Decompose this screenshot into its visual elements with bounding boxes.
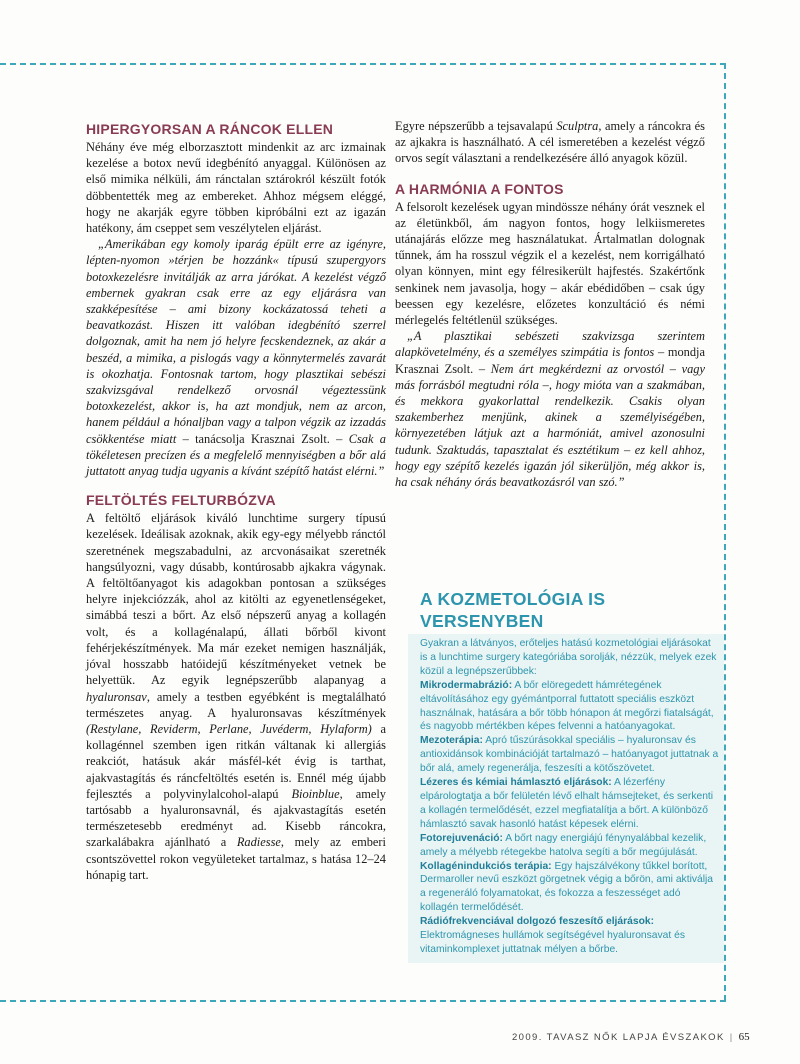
sidebar-body	[408, 634, 724, 963]
sidebar-item	[420, 776, 720, 832]
sidebar-item	[420, 734, 720, 776]
section-heading-1: HIPERGYORSAN A RÁNCOK ELLEN	[86, 121, 334, 137]
text-run: Egyre népszerűbb a tejsavalapú	[395, 119, 557, 133]
quote-attribution: – mondja Krasznai Zsolt. –	[395, 345, 705, 376]
frame-bottom-dashes	[0, 1000, 726, 1002]
footer-separator: |	[729, 1032, 734, 1043]
sidebar-item-text: Elektromágneses hullámok segítségével hyaluronsavat és vitaminkomplexet juttatnak mélyen a bőrbe.	[420, 930, 686, 955]
sidebar-item-text: Egy hajszálvékony tűkkel borított, Dermaroller nevű eszközt görgetnek végig a bőrön, ami aktiválja a regeneráló folyamatokat, és fokozza a feszességet adó kollagén termelődését.	[420, 860, 714, 914]
right-column	[395, 118, 705, 490]
cosmetology-sidebar	[408, 588, 724, 963]
paragraph-sculptra	[395, 118, 705, 167]
text-run-italic: Bioinblue	[291, 786, 340, 801]
sidebar-item-term: Mezoterápia:	[420, 735, 483, 747]
sidebar-item-term: Rádiófrekvenciával dolgozó feszesítő eljárások:	[420, 916, 655, 928]
page-number: 65	[738, 1031, 750, 1043]
text-run-italic: Radiesse	[236, 835, 281, 850]
sidebar-item-text: A bőrt nagy energiájú fénynyalábbal kezelik, amely a mélyebb rétegekbe hatolva segíti a bőr megújulását.	[420, 832, 707, 858]
page-footer	[512, 1031, 750, 1043]
quote-krasznai-botox	[86, 236, 386, 479]
sidebar-item	[420, 860, 720, 916]
sidebar-item-term: Kollagénindukciós terápia:	[420, 860, 552, 872]
left-column	[86, 118, 386, 883]
text-run-italic: Sculptra	[556, 119, 599, 133]
text-run: , amely a testben egyébként is megtalálható természetes anyag. A hyaluronsavas készítmények	[86, 689, 386, 720]
text-run: A feltöltő eljárások kiváló lunchtime surgery típusú kezelések. Ideálisak azoknak, akik egy-egy mélyebb ránctól szeretnének megszabadulni, az arcvonásaikat szeretnék hangsúlyozni, vagy dúsabb, kontúrosabb ajkakra vágynak. A feltöltőanyagot kis adagokban pontosan a szükséges helyre injekciózzák, ahol az kitölti az egyenetlenségeket, simábbá teszi a bőrt. Az első népszerű anyag a kollagén volt, és a kollagénalapú, állati bőrből kivont fehérjekészítmények. Ma már ezeket nemigen használják, jóval hosszabb hatóidejű készítményeket vetnek be helyettük. Az egyik legnépszerűbb alapanyag a	[86, 511, 386, 688]
quote-krasznai-harmony	[395, 328, 705, 490]
section-heading-2: FELTÖLTÉS FELTURBÓZVA	[86, 492, 276, 509]
paragraph-botox-intro: Néhány éve még elborzasztott mindenkit az arc izmainak kezelése a botox nevű idegbénító anyaggal. Különösen az első mimika nélküli, ám ránctalan sztárokról készült fotók döbbentették meg az embereket. Ahhoz mégsem eléggé, hogy ne akarják egyre többen kipróbálni ezt az igazán hatékony, ám cseppet sem veszélytelen eljárást.	[86, 140, 386, 236]
sidebar-item-text: A lézerfény elpárologtatja a bőr felületén lévő elhalt hámsejteket, és serkenti a kollagén termelődését, ezzel megfiatalítja a bőrt. A különböző hámlasztó savak hasonló hatást képesek elérni.	[420, 777, 714, 830]
quote-text: „Amerikában egy komoly iparág épült erre az igényre, lépten-nyomon »térjen be hozzánk« típusú szupergyors botoxkezelésre invitálják az arra járókat. A kezelést végző embernek gyakran csak erre az egy eljárásra van szakképesítése – ami bizony kockázatossá teheti a beavatkozást. Hiszen itt valóban idegbénító szerrel dolgoznak, amit ha nem jó helyre fecskendeznek, az akár a beszéd, a mimika, a pislogás vagy a könnytermelés zavarát is okozhatja. Fontosnak tartom, hogy plasztikai sebészi szakvizsgával rendelkező orvosnál végeztessünk botoxkezelést, akkor is, ha azt mondjuk, nem az arcon, hanem például a hónaljban vagy a talpon végzik az izzadás csökkentése miatt	[86, 237, 386, 446]
text-run: , amely tartósabb a hyaluronsavnál, és ajakvastagítás esetén természetesebb eredményt ad. Kisebb ráncokra, szarkalábakra ajánlható a	[86, 786, 386, 850]
sidebar-item-term: Fotorejuvenáció:	[420, 832, 503, 844]
section-heading-3: A HARMÓNIA A FONTOS	[395, 180, 564, 197]
paragraph-fillers	[86, 510, 386, 883]
quote-attribution: – tanácsolja Krasznai Zsolt. –	[176, 431, 349, 446]
text-run-italic: hyaluronsav	[86, 689, 147, 704]
text-run: , amely a ráncokra és az ajkakra is használható. A cél ismeretében a kezelést végző orvos segít választani a rendelkezésére álló anyagok közül.	[395, 119, 705, 166]
sidebar-title: A KOZMETOLÓGIA IS VERSENYBEN	[420, 589, 606, 631]
text-run: a kollagénnel szemben igen ritkán váltanak ki allergiás reakciót, hatásuk akár másfél-két évig is tarthat, ajakvastagítás és ráncfeltöltés esetén is. Ennél még újabb fejlesztés a polyvinylalcohol-alapú	[86, 721, 386, 801]
quote-text-end: Csak a tökéletesen precízen és a megfelelő mennyiségben a bőr alá juttatott anyag tudja ugyanis a kívánt szépítő hatást elérni.”	[86, 431, 386, 479]
text-run-italic: (Restylane, Reviderm, Perlane, Juvéderm, Hylaform)	[86, 721, 372, 736]
sidebar-item	[420, 915, 720, 957]
sidebar-item-term: Lézeres és kémiai hámlasztó eljárások:	[420, 777, 612, 789]
frame-top-dashes	[0, 63, 726, 65]
sidebar-item	[420, 679, 720, 735]
text-run: , mely az emberi csontszövettel rokon vegyületeket tartalmaz, s hatása 12–24 hónapig tart.	[86, 835, 386, 882]
paragraph-harmony: A felsorolt kezelések ugyan mindössze néhány órát vesznek el az életünkből, ám nagyon fontos, hogy lelkiismeretes utánajárás előzze meg használatukat. Ártalmatlan dolognak tűnnek, ám ha rosszul végzik el a kezelést, nem korrigálható olyan könnyen, mint egy félresikerült hajfestés. Szakértőnk senkinek nem javasolja, hogy – akár ebédidőben – csak úgy beessen egy kezelésre, előzetes konzultáció és némi mérlegelés feltétlenül szükséges.	[395, 199, 705, 328]
sidebar-item-term: Mikrodermabrázió:	[420, 679, 513, 691]
footer-issue: 2009. TAVASZ NŐK LAPJA ÉVSZAKOK	[512, 1032, 725, 1043]
frame-right-dashes	[724, 63, 726, 1001]
sidebar-intro: Gyakran a látványos, erőteljes hatású kozmetológiai eljárásokat is a lunchtime surgery kategóriába sorolják, nézzük, melyek ezek közül a legnépszerűbbek:	[420, 638, 717, 677]
sidebar-item-text: A bőr elöregedett hámrétegének eltávolításához egy gyémántporral futtatott speciális eszközt használnak, hatására a bőr több hónapon át megőrzi fiatalságát, és nagyobb mértékben képes felvenni a hatóanyagokat.	[420, 679, 714, 733]
sidebar-item-text: Apró tűszúrásokkal speciális – hyaluronsav és antioxidánsok kombinációját tartalmazó – hatóanyagot juttatnak a bőr alá, amely regenerálja, feszesíti a kötőszövetet.	[420, 735, 719, 775]
sidebar-item	[420, 832, 720, 860]
quote-text: „A plasztikai sebészeti szakvizsga szerintem alapkövetelmény, és a személyes szimpátia is fontos	[395, 329, 705, 360]
quote-text-end: Nem árt megkérdezni az orvostól – vagy más forrásból megtudni róla –, hogy mióta van a szakmában, és mekkora gyakorlattal rendelkezik. Csakis olyan szakemberhez menjünk, akinek a személyiségében, környezetében látjuk azt a harmóniát, amivel azonosulni tudunk. Szaktudás, tapasztalat és esztétikum – ez kell ahhoz, hogy egy szépítő kezelés igazán jól sikerüljön, még akkor is, ha csak néhány órás beavatkozásról van szó.”	[395, 361, 705, 490]
